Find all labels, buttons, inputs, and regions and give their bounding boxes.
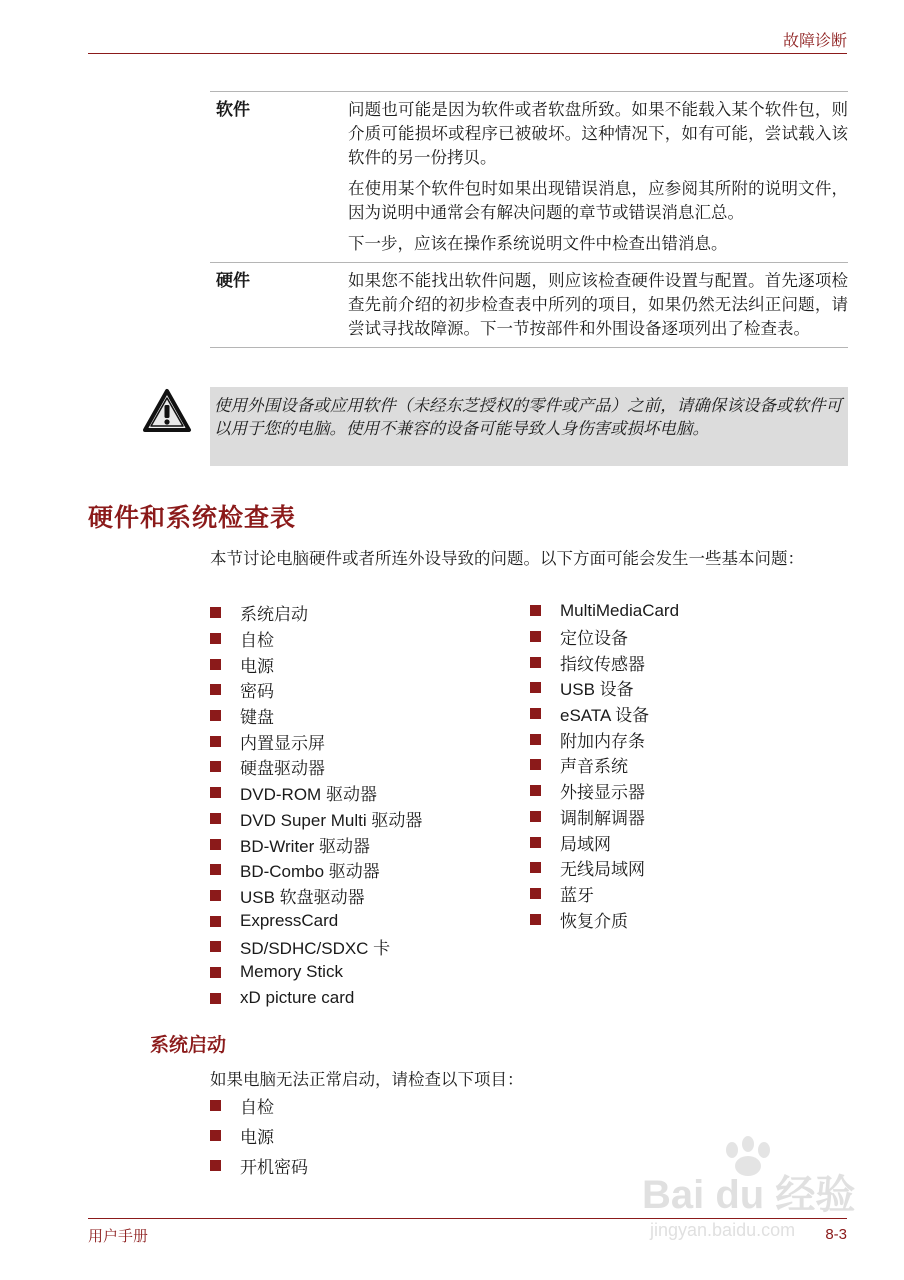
- bullet-icon: [210, 916, 221, 927]
- list-item: [530, 829, 679, 855]
- startup-checklist: [210, 1090, 308, 1180]
- troubleshoot-table: [210, 91, 848, 348]
- footer-divider: [88, 1218, 847, 1219]
- list-item: [210, 703, 422, 729]
- list-item-label: xD picture card: [240, 988, 355, 1008]
- table-row-key: 硬件: [216, 271, 250, 291]
- bullet-icon: [530, 605, 541, 616]
- table-paragraph: 如果您不能找出软件问题，则应该检查硬件设置与配置。首先逐项检查先前介绍的初步检查表中所列的项目，如果仍然无法纠正问题，请尝试寻找故障源。下一节按部件和外围设备逐项列出了检查表。: [348, 271, 848, 338]
- list-item-label: 自检: [240, 631, 274, 652]
- list-item: [210, 806, 422, 832]
- bullet-icon: [210, 1130, 221, 1141]
- list-item: [210, 651, 422, 677]
- list-item: [210, 934, 422, 960]
- bullet-icon: [210, 787, 221, 798]
- list-item-label: BD-Combo 驱动器: [240, 862, 380, 882]
- list-item: [210, 1090, 308, 1120]
- list-item-label: SD/SDHC/SDXC 卡: [240, 939, 391, 959]
- warning-triangle-icon: [142, 388, 192, 434]
- table-paragraph: 问题也可能是因为软件或者软盘所致。如果不能载入某个软件包，则介质可能损坏或程序已被破坏。这种情况下，如有可能，尝试载入该软件的另一份拷贝。: [348, 100, 848, 167]
- warning-callout: [210, 387, 848, 466]
- table-row-key: 软件: [216, 100, 250, 120]
- list-item-label: 附加内存条: [560, 731, 645, 752]
- subsection-title: 系统启动: [150, 1034, 227, 1056]
- table-paragraph: 在使用某个软件包时如果出现错误消息，应参阅其所附的说明文件，因为说明中通常会有解决问题的章节或错误消息汇总。: [348, 179, 848, 222]
- list-item-label: 外接显示器: [560, 783, 645, 804]
- list-item-label: 密码: [240, 682, 274, 703]
- list-item: [530, 752, 679, 778]
- header-divider: [88, 53, 847, 54]
- checklist-left: [210, 600, 422, 1011]
- bullet-icon: [210, 941, 221, 952]
- list-item: [210, 1150, 308, 1180]
- list-item-label: MultiMediaCard: [560, 600, 680, 620]
- list-item: [530, 804, 679, 830]
- list-item: [210, 780, 422, 806]
- list-item-label: 硬盘驱动器: [240, 759, 325, 780]
- table-paragraph: 下一步，应该在操作系统说明文件中检查出错消息。: [348, 234, 728, 253]
- list-item: [530, 701, 679, 727]
- watermark-text: Bai du 经验: [642, 1173, 855, 1217]
- list-item-label: 蓝牙: [560, 885, 594, 906]
- list-item-label: 键盘: [240, 708, 274, 729]
- list-item: [210, 883, 422, 909]
- list-item-label: 定位设备: [560, 629, 628, 650]
- bullet-icon: [210, 1160, 221, 1171]
- bullet-icon: [530, 682, 541, 693]
- list-item: [530, 726, 679, 752]
- list-item-label: 电源: [240, 656, 274, 677]
- list-item: [210, 985, 422, 1011]
- table-row: [210, 262, 848, 348]
- bullet-icon: [210, 890, 221, 901]
- list-item-label: 无线局域网: [560, 860, 645, 881]
- list-item: [210, 626, 422, 652]
- list-item: [530, 778, 679, 804]
- list-item: [210, 600, 422, 626]
- section-title: 硬件和系统检查表: [88, 503, 297, 532]
- bullet-icon: [210, 607, 221, 618]
- list-item-label: eSATA 设备: [560, 706, 650, 726]
- list-item-label: 电源: [240, 1127, 274, 1148]
- list-item: [210, 908, 422, 934]
- list-item: [210, 1120, 308, 1150]
- table-row: [210, 91, 848, 262]
- list-item-label: BD-Writer 驱动器: [240, 836, 371, 856]
- list-item: [530, 675, 679, 701]
- bullet-icon: [530, 888, 541, 899]
- list-item-label: DVD Super Multi 驱动器: [240, 810, 423, 830]
- list-item: [530, 598, 679, 624]
- bullet-icon: [210, 993, 221, 1004]
- list-item-label: 局域网: [560, 834, 611, 855]
- bullet-icon: [210, 1100, 221, 1111]
- footer-manual-label: 用户手册: [88, 1227, 149, 1245]
- list-item-label: 声音系统: [560, 757, 628, 778]
- table-row-value: [348, 98, 848, 256]
- bullet-icon: [530, 811, 541, 822]
- list-item: [530, 624, 679, 650]
- page-header-title: 故障诊断: [782, 31, 847, 50]
- list-item-label: Memory Stick: [240, 962, 343, 982]
- bullet-icon: [210, 761, 221, 772]
- bullet-icon: [530, 759, 541, 770]
- list-item-label: 系统启动: [240, 605, 308, 626]
- list-item-label: 开机密码: [240, 1157, 308, 1178]
- list-item: [530, 881, 679, 907]
- list-item: [210, 831, 422, 857]
- list-item: [210, 857, 422, 883]
- section-intro: 本节讨论电脑硬件或者所连外设导致的问题。以下方面可能会发生一些基本问题：: [210, 549, 804, 568]
- bullet-icon: [210, 839, 221, 850]
- list-item-label: USB 软盘驱动器: [240, 887, 365, 907]
- list-item: [210, 960, 422, 986]
- bullet-icon: [210, 967, 221, 978]
- bullet-icon: [530, 785, 541, 796]
- bullet-icon: [530, 837, 541, 848]
- bullet-icon: [210, 684, 221, 695]
- list-item-label: 自检: [240, 1097, 274, 1118]
- bullet-icon: [530, 631, 541, 642]
- list-item-label: 恢复介质: [560, 911, 628, 932]
- bullet-icon: [530, 657, 541, 668]
- list-item: [530, 855, 679, 881]
- bullet-icon: [530, 914, 541, 925]
- checklist-right: [530, 598, 679, 932]
- table-row-value: [348, 269, 848, 341]
- bullet-icon: [530, 708, 541, 719]
- page-number: 8-3: [825, 1226, 847, 1243]
- warning-text: 使用外围设备或应用软件（未经东芝授权的零件或产品）之前，请确保该设备或软件可以用于您的电脑。使用不兼容的设备可能导致人身伤害或损坏电脑。: [214, 396, 842, 438]
- bullet-icon: [210, 864, 221, 875]
- bullet-icon: [530, 734, 541, 745]
- list-item-label: 指纹传感器: [560, 654, 645, 675]
- list-item: [530, 649, 679, 675]
- subsection-intro: 如果电脑无法正常启动，请检查以下项目：: [210, 1070, 524, 1089]
- bullet-icon: [210, 633, 221, 644]
- bullet-icon: [210, 710, 221, 721]
- list-item: [530, 906, 679, 932]
- bullet-icon: [210, 659, 221, 670]
- list-item-label: 调制解调器: [560, 808, 645, 829]
- list-item-label: USB 设备: [560, 680, 634, 700]
- bullet-icon: [530, 862, 541, 873]
- list-item: [210, 677, 422, 703]
- list-item: [210, 754, 422, 780]
- list-item-label: DVD-ROM 驱动器: [240, 785, 377, 805]
- bullet-icon: [210, 736, 221, 747]
- bullet-icon: [210, 813, 221, 824]
- watermark-url: jingyan.baidu.com: [650, 1220, 796, 1240]
- list-item-label: 内置显示屏: [240, 733, 325, 754]
- list-item: [210, 728, 422, 754]
- list-item-label: ExpressCard: [240, 911, 339, 931]
- baidu-watermark: [640, 1130, 855, 1245]
